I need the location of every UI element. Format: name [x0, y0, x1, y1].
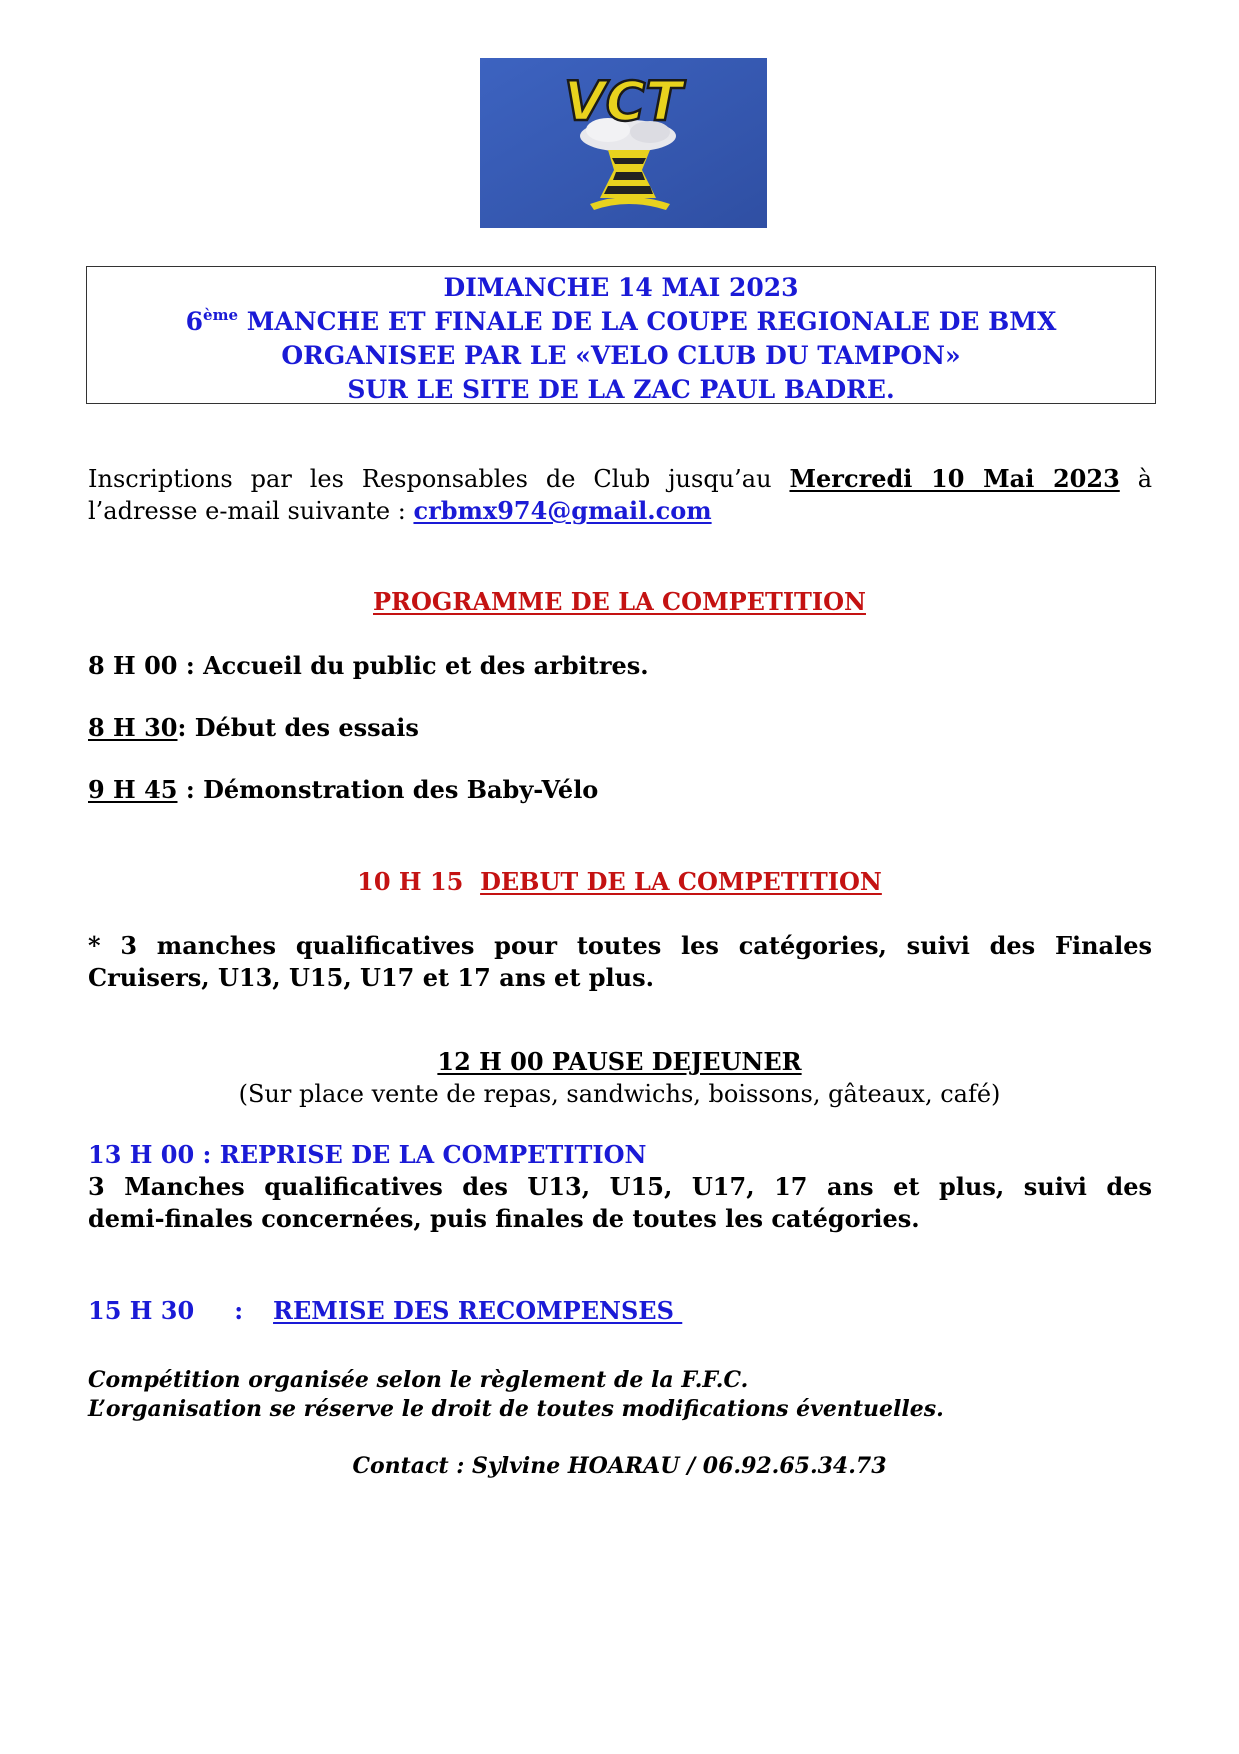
schedule-item-0830: 8 H 30: Début des essais	[88, 713, 419, 742]
email-link[interactable]: crbmx974@gmail.com	[413, 496, 712, 525]
schedule-item-0945: 9 H 45 : Démonstration des Baby-Vélo	[88, 775, 599, 804]
event-title: 6ème MANCHE ET FINALE DE LA COUPE REGIONALE DE BMX	[185, 306, 1057, 336]
lunch-break	[0, 1046, 1239, 1110]
contact-info: Contact : Sylvine HOARAU / 06.92.65.34.73	[352, 1453, 887, 1479]
competition-start: 10 H 15 DEBUT DE LA COMPETITION	[357, 867, 882, 896]
lunch-break-title: 12 H 00 PAUSE DEJEUNER	[437, 1047, 802, 1076]
inscription-deadline: Mercredi 10 Mai 2023	[789, 464, 1120, 493]
manches-paragraph: * 3 manches qualificatives pour toutes les catégories, suivi des Finales Cruisers, U13, U15, U17 et 17 ans et plus.	[88, 931, 1152, 992]
club-logo	[480, 58, 767, 228]
logo-text: VCT	[563, 70, 683, 133]
event-date: DIMANCHE 14 MAI 2023	[443, 273, 799, 302]
lunch-break-note: (Sur place vente de repas, sandwichs, boissons, gâteaux, café)	[238, 1080, 1001, 1108]
event-location: SUR LE SITE DE LA ZAC PAUL BADRE.	[347, 375, 895, 404]
event-organizer: ORGANISEE PAR LE «VELO CLUB DU TAMPON»	[281, 341, 961, 370]
event-header-box	[86, 266, 1156, 404]
vct-logo-image	[480, 58, 767, 228]
reprise-section: 13 H 00 : REPRISE DE LA COMPETITION 3 Manches qualificatives des U13, U15, U17, 17 ans et plus, suivi des demi-finales concernées, puis finales de toutes les catégories.	[88, 1140, 1152, 1233]
awards-ceremony: 15 H 30 : REMISE DES RECOMPENSES	[88, 1296, 683, 1325]
programme-title: PROGRAMME DE LA COMPETITION	[373, 587, 866, 616]
rules-note: Compétition organisée selon le règlement de la F.F.C. L’organisation se réserve le droit de toutes modifications éventuelles.	[88, 1367, 944, 1422]
schedule-item-0800: 8 H 00 : Accueil du public et des arbitres.	[88, 651, 649, 680]
reprise-title: 13 H 00 : REPRISE DE LA COMPETITION	[88, 1140, 647, 1169]
inscriptions-paragraph: Inscriptions par les Responsables de Club jusqu’au Mercredi 10 Mai 2023 à l’adresse e-mail suivante : crbmx974@gmail.com	[88, 464, 1152, 525]
